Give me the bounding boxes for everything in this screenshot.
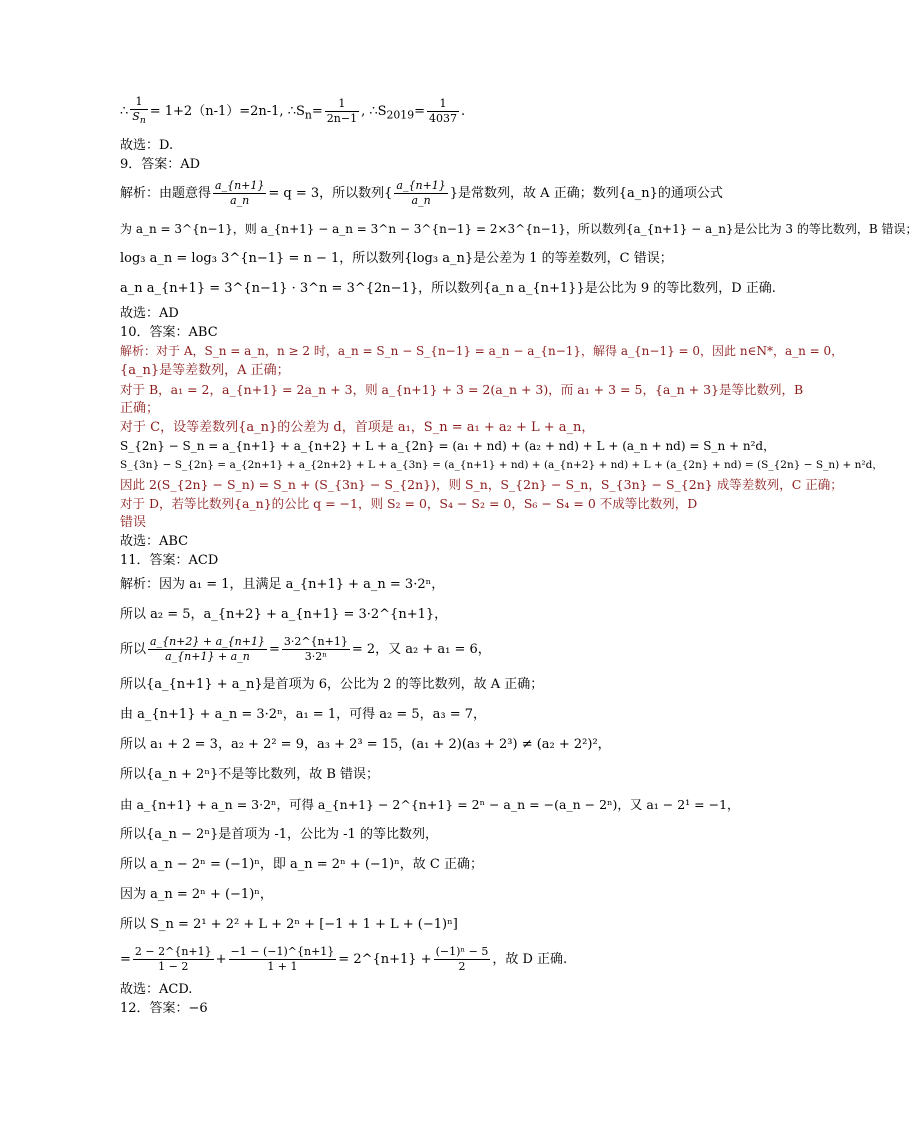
fraction-ratio: $\frac{a\_\{n+1\}}{a\_n}$ <box>215 178 265 207</box>
q11-line-7: 所以{a_n + 2ⁿ}不是等比数列，故 B 错误； <box>120 766 380 782</box>
q9-line-3: log₃ a_n = log₃ 3^{n−1} = n − 1，所以数列{log₃ a_n}是公差为 1 的等差数列，C 错误； <box>120 250 673 266</box>
fraction-sum-ratio: $\frac{a\_\{n+2\} + a\_\{n+1\}}{a\_\{n+1\} + a\_n}$ <box>150 634 265 663</box>
q10-line-9: 对于 D，若等比数列{a_n}的公比 q = −1，则 S₂ = 0，S₄ − S₂ = 0，S₆ − S₄ = 0 不成等比数列，D <box>120 495 698 511</box>
q11-line-1: 解析：因为 a₁ = 1，且满足 a_{n+1} + a_n = 3·2ⁿ， <box>120 576 445 592</box>
q11-line-12: 所以 S_n = 2¹ + 2² + L + 2ⁿ + [−1 + 1 + L + (−1)ⁿ] <box>120 916 458 932</box>
q10-choice: 故选：ABC <box>120 533 189 549</box>
q10-line-5: 对于 C，设等差数列{a_n}的公差为 d，首项是 a₁，S_n = a₁ + a₂ + L + a_n， <box>120 419 595 435</box>
solution-page <box>120 92 917 1018</box>
fraction-alt-sum: $\frac{-1 - (-1)\^{}\{n+1\}}{1 + 1}$ <box>230 944 335 973</box>
q11-line-10: 所以 a_n − 2ⁿ = (−1)ⁿ，即 a_n = 2ⁿ + (−1)ⁿ，故 C 正确； <box>120 856 484 872</box>
fraction-power-ratio: $\frac{3\cdot 2\^{}\{n+1\}}{\text{3·2ⁿ}}$ <box>283 634 348 663</box>
q10-line-7: S_{3n} − S_{2n} = a_{2n+1} + a_{2n+2} + L + a_{3n} = (a_{n+1} + nd) + (a_{n+2} + nd) + L + (a_{2n} + nd) = (S_{2n} − S_n) + n²d， <box>120 458 883 471</box>
q11-line-13: = $\frac{2 - 2\^{}\{n+1\}}{1 - 2}$ + $\frac{-1 - (-1)\^{}\{n+1\}}{1 + 1}$ = 2^{n+1} + $\frac{\text{(−1)ⁿ − 5}}{2}$ ，故 D 正确. <box>120 944 568 973</box>
fraction-final: $\frac{\text{(−1)ⁿ − 5}}{2}$ <box>435 944 489 973</box>
q10-line-8: 因此 2(S_{2n} − S_n) = S_n + (S_{3n} − S_{2n})，则 S_n，S_{2n} − S_n，S_{3n} − S_{2n} 成等差数列，C 正确； <box>120 476 843 492</box>
q9-answer: 9．答案：AD <box>120 156 201 172</box>
therefore-sign: ∴ <box>120 104 129 119</box>
q12-answer: 12．答案：−6 <box>120 1000 208 1016</box>
fraction-1-over-4037: $\frac{1}{4037}$ <box>429 97 457 125</box>
q11-line-6: 所以 a₁ + 2 = 3，a₂ + 2² = 9，a₃ + 2³ = 15，(a₁ + 2)(a₃ + 2³) ≠ (a₂ + 2²)²， <box>120 736 611 752</box>
q10-line-1: 解析：对于 A，S_n = a_n，n ≥ 2 时，a_n = S_n − S_{n−1} = a_n − a_{n−1}，解得 a_{n−1} = 0，因此 n∈N*，a_n = 0， <box>120 343 844 358</box>
q11-line-9: 所以{a_n − 2ⁿ}是首项为 -1，公比为 -1 的等比数列， <box>120 826 438 842</box>
q11-line-2: 所以 a₂ = 5，a_{n+2} + a_{n+1} = 3·2^{n+1}， <box>120 606 448 622</box>
q11-answer: 11．答案：ACD <box>120 552 219 568</box>
q10-line-6: S_{2n} − S_n = a_{n+1} + a_{n+2} + L + a_{2n} = (a₁ + nd) + (a₂ + nd) + L + (a_n + nd) = S_n + n²d， <box>120 438 776 453</box>
q10-line-4: 正确； <box>120 400 160 416</box>
q8-choice: 故选：D. <box>120 137 174 153</box>
q9-line-1: 解析：由题意得 $\frac{a\_\{n+1\}}{a\_n}$ = q = 3，所以数列{ $\frac{a\_\{n+1\}}{a\_n}$ }是常数列，故 A 正确；数列{a_n}的通项公式 <box>120 178 723 207</box>
q9-line-4: a_n a_{n+1} = 3^{n−1} · 3^n = 3^{2n−1}，所以数列{a_n a_{n+1}}是公比为 9 的等比数列，D 正确. <box>120 280 776 296</box>
q9-line-2: 为 a_n = 3^{n−1}，则 a_{n+1} − a_n = 3^n − 3^{n−1} = 2×3^{n−1}，所以数列{a_{n+1} − a_n}是公比为 3 的等比数列，B 错误； <box>120 221 917 236</box>
q11-line-3: 所以 $\frac{a\_\{n+2\} + a\_\{n+1\}}{a\_\{n+1\} + a\_n}$ = $\frac{3\cdot 2\^{}\{n+1\}}{\text{3·2ⁿ}}$ = 2，又 a₂ + a₁ = 6， <box>120 634 491 663</box>
q10-line-2: {a_n}是等差数列，A 正确； <box>120 362 290 378</box>
q9-choice: 故选：AD <box>120 305 179 321</box>
q11-line-4: 所以{a_{n+1} + a_n}是首项为 6，公比为 2 的等比数列，故 A 正确； <box>120 676 544 692</box>
fraction-geo-sum: $\frac{2 - 2\^{}\{n+1\}}{1 - 2}$ <box>134 944 212 973</box>
q11-line-8: 由 a_{n+1} + a_n = 3·2ⁿ，可得 a_{n+1} − 2^{n+1} = 2ⁿ − a_n = −(a_n − 2ⁿ)，又 a₁ − 2¹ = −1， <box>120 796 740 812</box>
fraction-ratio-2: $\frac{a\_\{n+1\}}{a\_n}$ <box>396 178 446 207</box>
q10-answer: 10．答案：ABC <box>120 324 218 340</box>
q10-line-3: 对于 B，a₁ = 2，a_{n+1} = 2a_n + 3，则 a_{n+1} + 3 = 2(a_n + 3)，而 a₁ + 3 = 5，{a_n + 3}是等比数列，B <box>120 381 804 397</box>
fraction-1-over-sn: $\frac{1}{S_n}$ <box>132 94 146 127</box>
q11-choice: 故选：ACD. <box>120 981 193 997</box>
q11-line-11: 因为 a_n = 2ⁿ + (−1)ⁿ， <box>120 886 273 902</box>
fraction-1-over-2n-1: $\frac{1}{2n-1}$ <box>326 97 358 125</box>
q10-line-10: 错误 <box>120 514 147 530</box>
q8-sn-line: ∴ $\frac{1}{S_n}$ = 1+2（n-1）=2n-1, $\therefore S_n=$ $\frac{1}{2n-1}$ , $\therefore S_{2019}=$ $\frac{1}{4037}$ . <box>120 94 466 127</box>
q11-line-5: 由 a_{n+1} + a_n = 3·2ⁿ，a₁ = 1，可得 a₂ = 5，a₃ = 7， <box>120 706 486 722</box>
